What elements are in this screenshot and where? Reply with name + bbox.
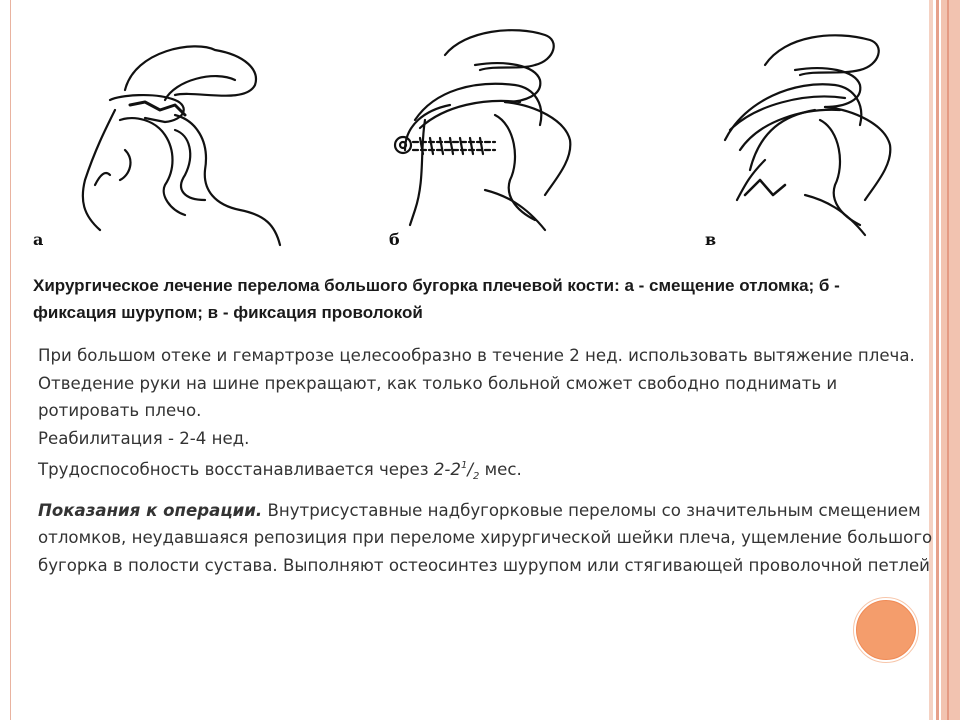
paragraph-edema: При большом отеке и гемартрозе целесообразно в течение 2 нед. использовать вытяжение плеча. Отведение руки на шине прекращают, как только больной сможет свободно поднимать и ротировать плечо. xyxy=(38,346,915,420)
right-border-stripe xyxy=(941,0,960,720)
slide-frame-line xyxy=(10,0,11,720)
panel-a-displacement xyxy=(83,46,280,245)
figure-caption: Хирургическое лечение перелома большого бугорка плечевой кости: а - смещение отломка; б - фиксация шурупом; в - фиксация проволокой xyxy=(33,276,840,322)
panel-c-label: в xyxy=(705,230,717,249)
panel-a-label: а xyxy=(33,230,44,249)
panel-c-wire-fixation xyxy=(725,35,890,235)
work-capacity-text: Трудоспособность восстанавливается через xyxy=(38,460,434,479)
work-capacity-line xyxy=(38,452,938,491)
panel-b-screw-fixation xyxy=(395,30,570,230)
indications-paragraph xyxy=(38,497,938,580)
slide-body xyxy=(38,342,938,579)
work-capacity-unit: мес. xyxy=(479,460,522,479)
indications-text: Внутрисуставные надбугорковые переломы со значительным смещением отломков, неудавшаяся репозиция при переломе хирургической шейки плеча, ущемление большого бугорка в полости сустава. Выполняют остеосинтез шурупом или стягивающей проволочной петлей xyxy=(38,500,933,575)
decorative-orange-circle xyxy=(856,600,916,660)
indications-label: Показания к операции. xyxy=(38,500,263,520)
work-capacity-value: $2-2^1/_2$ xyxy=(433,460,480,482)
right-border-stripe xyxy=(947,0,949,720)
panel-b-label: б xyxy=(389,230,400,249)
rehabilitation-line: Реабилитация - 2-4 нед. xyxy=(38,428,250,448)
shoulder-fracture-illustration xyxy=(25,10,925,260)
